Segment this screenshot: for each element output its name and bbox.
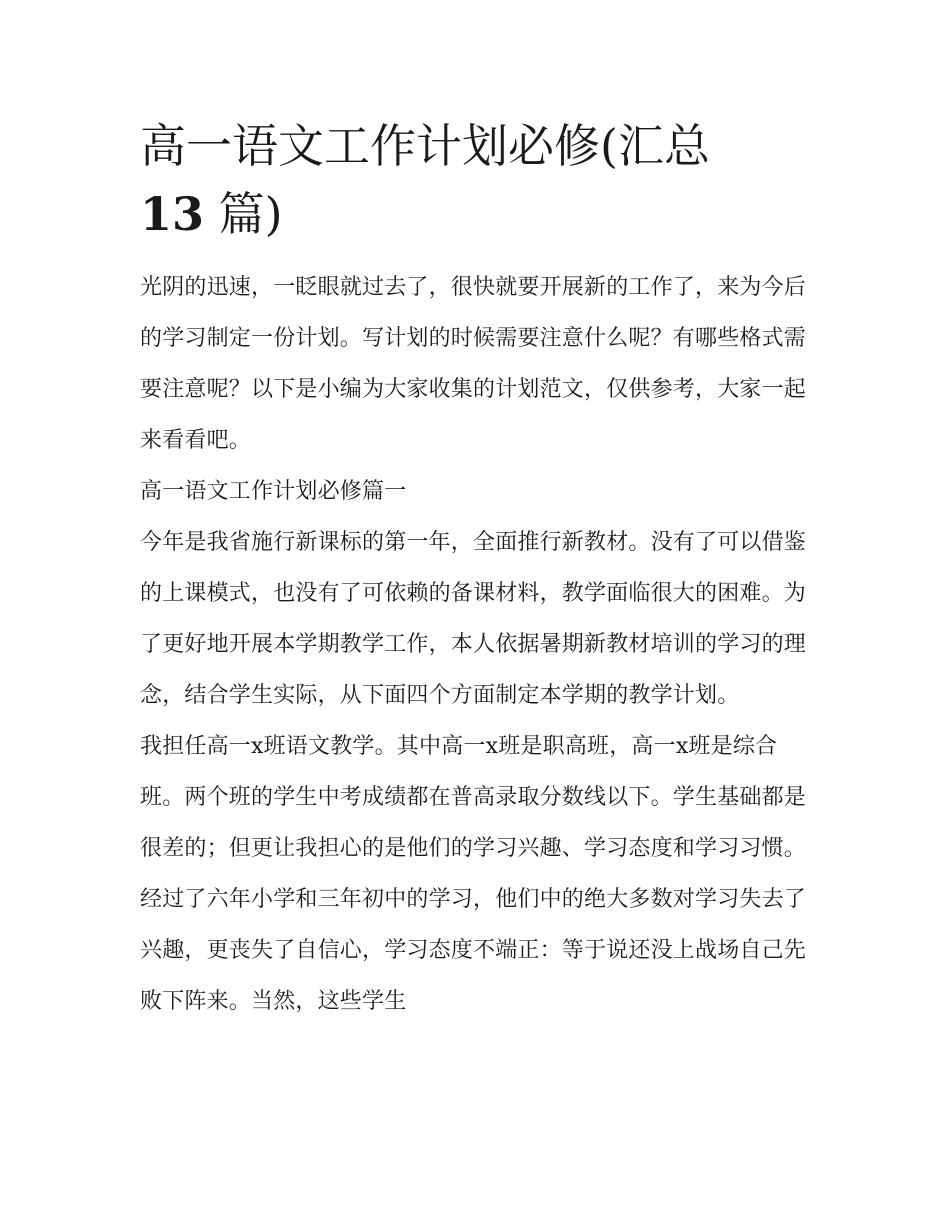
body-paragraph-2: 我担任高一x班语文教学。其中高一x班是职高班，高一x班是综合班。两个班的学生中考成绩都在普高录取分数线以下。学生基础都是很差的；但更让我担心的是他们的学习兴趣、学习态度和学习习惯。经过了六年小学和三年初中的学习，他们中的绝大多数对学习失去了兴趣，更丧失了自信心，学习态度不端正：等于说还没上战场自己先败下阵来。当然，这些学生: [140, 734, 807, 1014]
title-line-2: 篇): [218, 187, 283, 241]
section-heading: 高一语文工作计划必修篇一: [140, 479, 407, 504]
body-paragraph-1: 今年是我省施行新课标的第一年，全面推行新教材。没有了可以借鉴的上课模式，也没有了可依赖的备课材料，教学面临很大的困难。为了更好地开展本学期教学工作，本人依据暑期新教材培训的学习的理念，结合学生实际，从下面四个方面制定本学期的教学计划。: [140, 530, 807, 708]
intro-paragraph: 光阴的迅速，一眨眼就过去了，很快就要开展新的工作了，来为今后的学习制定一份计划。写计划的时候需要注意什么呢？有哪些格式需要注意呢？以下是小编为大家收集的计划范文，仅供参考，大家一起来看看吧。: [140, 275, 807, 453]
document-title: [140, 112, 820, 248]
title-article-count: 13: [140, 187, 205, 241]
title-line-1: 高一语文工作计划必修(汇总: [140, 119, 710, 173]
